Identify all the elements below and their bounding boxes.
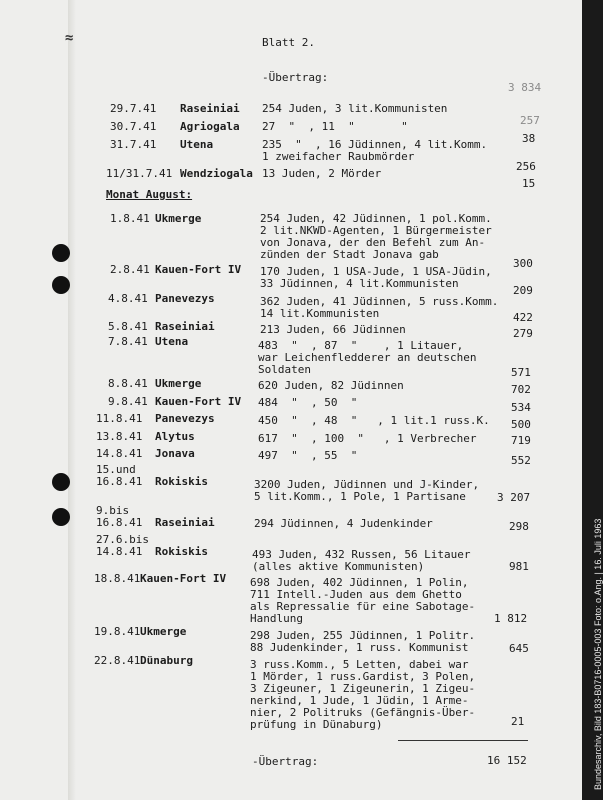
entry-date: 4.8.41 <box>108 292 148 305</box>
entry-date: 11.8.41 <box>96 412 143 425</box>
entry-total: 422 <box>513 311 533 324</box>
entry-place: Alytus <box>155 430 195 443</box>
entry-place: Raseiniai <box>155 320 215 333</box>
entry-place: Kauen-Fort IV <box>140 572 227 585</box>
entry-date: 31.7.41 <box>110 138 157 151</box>
entry-victims: 298 Juden, 255 Jüdinnen, 1 Politr. 88 Judenkinder, 1 russ. Kommunist <box>250 629 476 654</box>
entry-place: Dünaburg <box>140 654 193 667</box>
entry-date: 2.8.41 <box>110 263 150 276</box>
entry-victims: 254 Juden, 3 lit.Kommunisten <box>262 102 448 115</box>
entry-victims: 3200 Juden, Jüdinnen und J-Kinder, 5 lit.Komm., 1 Pole, 1 Partisane <box>254 478 480 503</box>
entry-date: 30.7.41 <box>110 120 157 133</box>
entry-date: 13.8.41 <box>96 430 143 443</box>
entry-victims: 698 Juden, 402 Jüdinnen, 1 Polin, 711 Intell.-Juden aus dem Ghetto als Repressalie für eine Sabotage- Handlung <box>250 576 476 625</box>
entry-total: 571 <box>511 366 531 379</box>
entry-place: Ukmerge <box>140 625 187 638</box>
entry-victims: 170 Juden, 1 USA-Jude, 1 USA-Jüdin, 33 Jüdinnen, 4 lit.Kommunisten <box>260 265 492 290</box>
entry-total: 300 <box>513 257 533 270</box>
carry-in-label: -Übertrag: <box>262 71 329 84</box>
entry-total: 534 <box>511 401 531 414</box>
entry-place: Agriogala <box>180 120 240 133</box>
entry-place: Ukmerge <box>155 377 202 390</box>
entry-total: 500 <box>511 418 531 431</box>
entry-place: Ukmerge <box>155 212 202 225</box>
entry-victims: 484 " , 50 " <box>258 396 358 409</box>
entry-place: Raseiniai <box>155 516 215 529</box>
month-heading: Monat August: <box>106 188 193 201</box>
entry-place: Panevezys <box>155 412 215 425</box>
entry-date: 11/31.7.41 <box>106 167 173 180</box>
entry-date: 27.6.bis 14.8.41 <box>96 533 149 558</box>
entry-place: Utena <box>155 335 189 348</box>
carry-out-value: 16 152 <box>487 754 527 767</box>
entry-date: 5.8.41 <box>108 320 148 333</box>
entry-date: 8.8.41 <box>108 377 148 390</box>
punch-hole <box>52 508 70 526</box>
margin-strip <box>68 0 76 800</box>
entry-total: 645 <box>509 642 529 655</box>
entry-total: 702 <box>511 383 531 396</box>
entry-victims: 13 Juden, 2 Mörder <box>262 167 382 180</box>
entry-victims: 3 russ.Komm., 5 Letten, dabei war 1 Mörder, 1 russ.Gardist, 3 Polen, 3 Zigeuner, 1 Zigeunerin, 1 Zigeu- nerkind, 1 Jude, 1 Jüdin, 1 Arme- nier, 2 Politruks (Gefängnis-Über- prüfung in Dünaburg) <box>250 658 476 731</box>
entry-total: 257 <box>520 114 540 127</box>
sum-rule <box>398 740 528 741</box>
entry-total: 298 <box>509 520 529 533</box>
entry-place: Utena <box>180 138 214 151</box>
entry-place: Kauen-Fort IV <box>155 263 242 276</box>
entry-date: 9.8.41 <box>108 395 148 408</box>
punch-hole <box>52 244 70 262</box>
entry-victims: 450 " , 48 " , 1 lit.1 russ.K. <box>258 414 490 427</box>
entry-victims: 497 " , 55 " <box>258 449 358 462</box>
entry-date: 9.bis 16.8.41 <box>96 504 143 529</box>
early-subtotal: 15 <box>522 177 536 190</box>
entry-victims: 493 Juden, 432 Russen, 56 Litauer (alles aktive Kommunisten) <box>252 548 471 573</box>
entry-place: Panevezys <box>155 292 215 305</box>
entry-total: 1 812 <box>494 612 528 625</box>
punch-hole <box>52 276 70 294</box>
entry-date: 29.7.41 <box>110 102 157 115</box>
entry-place: Rokiskis <box>155 475 208 488</box>
entry-date: 15.und 16.8.41 <box>96 463 143 488</box>
margin-mark: ≈ <box>65 30 74 46</box>
entry-date: 19.8.41 <box>94 625 141 638</box>
entry-total: 279 <box>513 327 533 340</box>
entry-place: Rokiskis <box>155 545 208 558</box>
page-label: Blatt 2. <box>262 36 315 49</box>
entry-total: 209 <box>513 284 533 297</box>
entry-total: 21 <box>511 715 525 728</box>
entry-place: Kauen-Fort IV <box>155 395 242 408</box>
entry-victims: 483 " , 87 " , 1 Litauer, war Leichenfledderer an deutschen Soldaten <box>258 339 477 376</box>
entry-total: 719 <box>511 434 531 447</box>
entry-total: 38 <box>522 132 536 145</box>
entry-place: Wendziogala <box>180 167 253 180</box>
entry-date: 1.8.41 <box>110 212 150 225</box>
entry-victims: 235 " , 16 Jüdinnen, 4 lit.Komm. 1 zweifacher Raubmörder <box>262 138 488 163</box>
punch-hole <box>52 473 70 491</box>
entry-date: 18.8.41 <box>94 572 141 585</box>
entry-date: 22.8.41 <box>94 654 141 667</box>
entry-victims: 213 Juden, 66 Jüdinnen <box>260 323 406 336</box>
entry-date: 7.8.41 <box>108 335 148 348</box>
entry-date: 14.8.41 <box>96 447 143 460</box>
entry-place: Raseiniai <box>180 102 240 115</box>
carry-out-label: -Übertrag: <box>252 755 319 768</box>
entry-victims: 620 Juden, 82 Jüdinnen <box>258 379 404 392</box>
entry-victims: 254 Juden, 42 Jüdinnen, 1 pol.Komm. 2 lit.NKWD-Agenten, 1 Bürgermeister von Jonava, der den Befehl zum An- zünden der Stadt Jonava gab <box>260 212 492 261</box>
entry-total: 552 <box>511 454 531 467</box>
archive-caption: Bundesarchiv, Bild 183-B0716-0005-003 Foto: o.Ang. | 16. Juli 1963 <box>593 518 603 790</box>
entry-victims: 617 " , 100 " , 1 Verbrecher <box>258 432 477 445</box>
carry-in-value: 3 834 <box>508 81 542 94</box>
entry-total: 256 <box>516 160 536 173</box>
entry-victims: 294 Jüdinnen, 4 Judenkinder <box>254 517 433 530</box>
entry-total: 3 207 <box>497 491 531 504</box>
entry-total: 981 <box>509 560 529 573</box>
entry-victims: 27 " , 11 " " <box>262 120 408 133</box>
entry-victims: 362 Juden, 41 Jüdinnen, 5 russ.Komm. 14 lit.Kommunisten <box>260 295 499 320</box>
entry-place: Jonava <box>155 447 195 460</box>
